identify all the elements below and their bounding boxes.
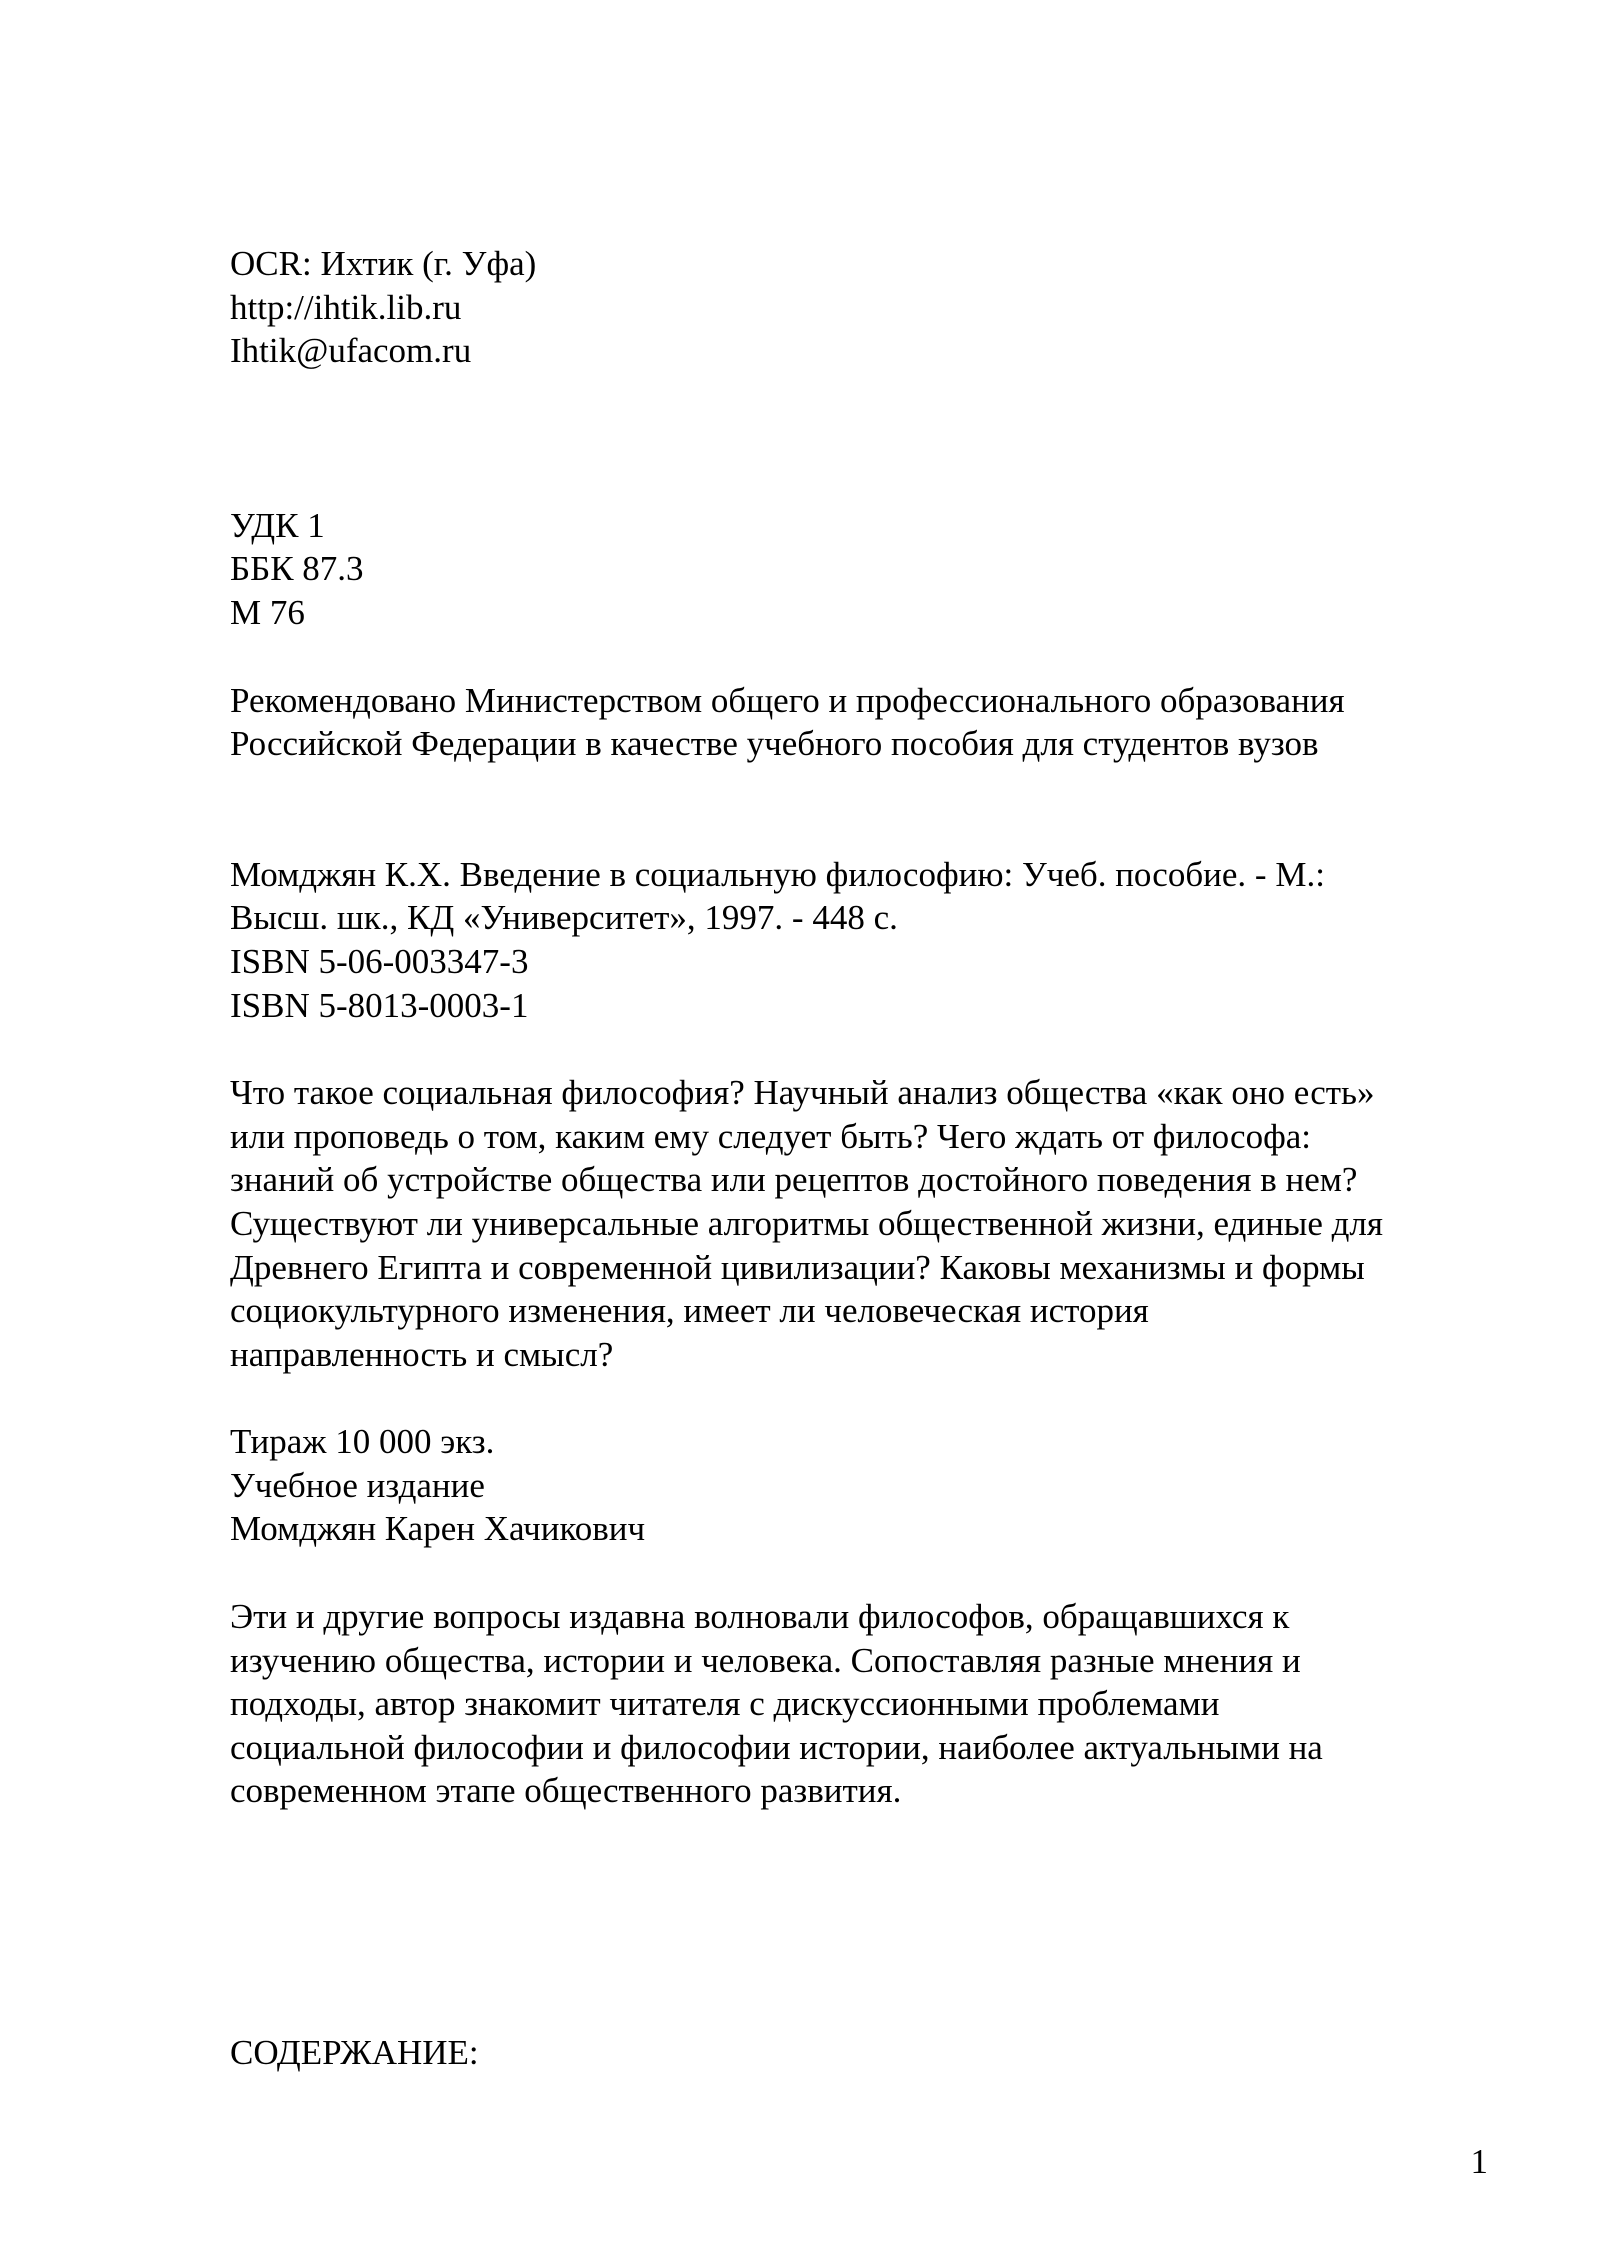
description-line: изучению общества, истории и человека. Сопоставляя разные мнения и — [230, 1640, 1301, 1680]
description-line: социальной философии и философии истории, наиболее актуальными на — [230, 1727, 1323, 1767]
ocr-credit-line: OCR: Ихтик (г. Уфа) — [230, 244, 537, 283]
classification-codes — [230, 504, 1530, 635]
ocr-url: http://ihtik.lib.ru — [230, 287, 462, 327]
description-line: подходы, автор знакомит читателя с дискуссионными проблемами — [230, 1684, 1220, 1724]
citation-line: Момджян К.Х. Введение в социальную философию: Учеб. пособие. - М.: — [230, 854, 1325, 894]
description-paragraph — [230, 1595, 1530, 1813]
isbn-line: ISBN 5-06-003347-3 — [230, 941, 529, 981]
contents-section — [230, 2031, 1530, 2075]
imprint-info — [230, 1420, 1530, 1551]
author-full-name: Момджян Карен Хачикович — [230, 1509, 646, 1549]
bbk-code: ББК 87.3 — [230, 549, 364, 589]
print-run: Тираж 10 000 экз. — [230, 1422, 495, 1462]
page-number: 1 — [1470, 2142, 1488, 2181]
recommendation-line: Российской Федерации в качестве учебного пособия для студентов вузов — [230, 724, 1319, 764]
ocr-email: Ihtik@ufacom.ru — [230, 331, 472, 371]
bibliographic-citation — [230, 853, 1530, 1027]
recommendation-line: Рекомендовано Министерством общего и профессионального образования — [230, 680, 1345, 720]
annotation-line: Существуют ли универсальные алгоритмы общественной жизни, единые для — [230, 1203, 1383, 1243]
citation-line: Высш. шк., КД «Университет», 1997. - 448 с. — [230, 898, 898, 938]
edition-type: Учебное издание — [230, 1465, 485, 1505]
page-content — [230, 242, 1530, 2075]
ocr-credits — [230, 242, 1530, 373]
annotation-line: направленность и смысл? — [230, 1334, 614, 1374]
contents-heading: СОДЕРЖАНИЕ: — [230, 2033, 479, 2073]
annotation-line: Что такое социальная философия? Научный анализ общества «как оно есть» — [230, 1073, 1375, 1113]
author-mark: М 76 — [230, 592, 305, 632]
recommendation-note — [230, 679, 1530, 766]
description-line: современном этапе общественного развития. — [230, 1771, 902, 1811]
annotation-line: Древнего Египта и современной цивилизации? Каковы механизмы и формы — [230, 1247, 1365, 1287]
isbn-line: ISBN 5-8013-0003-1 — [230, 985, 529, 1025]
annotation-line: социокультурного изменения, имеет ли человеческая история — [230, 1291, 1149, 1331]
annotation-line: или проповедь о том, каким ему следует быть? Чего ждать от философа: — [230, 1116, 1312, 1156]
udk-code: УДК 1 — [230, 505, 325, 545]
annotation-paragraph — [230, 1071, 1530, 1376]
annotation-line: знаний об устройстве общества или рецептов достойного поведения в нем? — [230, 1160, 1358, 1200]
description-line: Эти и другие вопросы издавна волновали философов, обращавшихся к — [230, 1597, 1290, 1637]
